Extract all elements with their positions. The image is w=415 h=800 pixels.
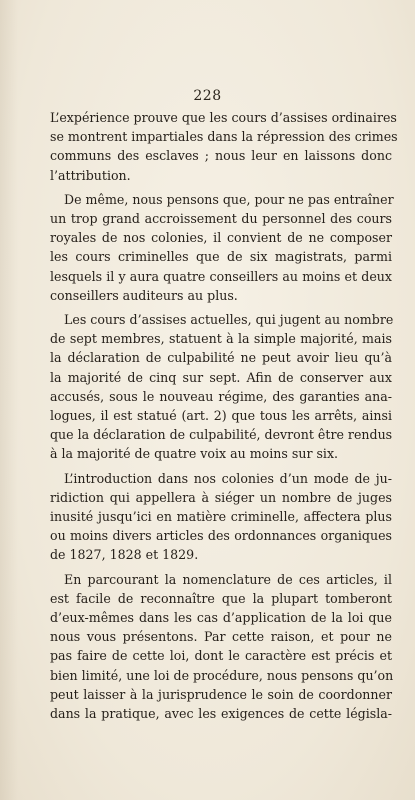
text-line: ridiction qui appellera à siéger un nombre de juges [50, 489, 392, 505]
text-line: ou moins divers articles des ordonnances organiques [50, 528, 392, 544]
text-line: L’expérience prouve que les cours d’assises ordinaires [50, 110, 397, 125]
text-line: accusés, sous le nouveau régime, des garanties ana- [50, 388, 392, 404]
text-line: se montrent impartiales dans la répression des crimes [50, 129, 398, 145]
text-line: un trop grand accroissement du personnel des cours [50, 211, 392, 227]
text-line: bien limité, une loi de procédure, nous pensons qu’on [50, 667, 394, 683]
text-line: inusité jusqu’ici en matière criminelle, affectera plus [50, 509, 392, 525]
text-line: Les cours d’assises actuelles, qui jugent au nombre [64, 312, 394, 328]
text-line: l’attribution. [50, 167, 131, 183]
text-line: de sept membres, statuent à la simple majorité, mais [50, 331, 392, 347]
text-line: que la déclaration de culpabilité, devront être rendus [50, 427, 393, 443]
text-line: royales de nos colonies, il convient de ne composer [50, 230, 392, 246]
text-line: peut laisser à la jurisprudence le soin de coordonner [50, 686, 392, 702]
text-line: à la majorité de quatre voix au moins sur six. [50, 446, 339, 462]
text-line: pas faire de cette loi, dont le caractère est précis et [50, 648, 392, 664]
text-line: En parcourant la nomenclature de ces articles, il [64, 571, 392, 587]
text-line: De même, nous pensons que, pour ne pas entraîner [64, 191, 394, 207]
text-line: conseillers auditeurs au plus. [50, 287, 238, 303]
text-line: la déclaration de culpabilité ne peut avoir lieu qu’à [50, 350, 392, 366]
text-line: L’introduction dans nos colonies d’un mode de ju- [64, 470, 392, 486]
text-line: lesquels il y aura quatre conseillers au moins et deux [50, 268, 392, 284]
text-line: d’eux-mêmes dans les cas d’application de la loi que [50, 610, 392, 626]
text-line: la majorité de cinq sur sept. Afin de conserver aux [50, 369, 392, 385]
page-number: 228 [193, 88, 222, 104]
text-line: logues, il est statué (art. 2) que tous les arrêts, ainsi [50, 408, 392, 424]
text-line: de 1827, 1828 et 1829. [50, 547, 199, 563]
text-line: communs des esclaves ; nous leur en laissons donc [50, 148, 392, 164]
text-line: les cours criminelles que de six magistrats, parmi [50, 249, 392, 265]
text-line: nous vous présentons. Par cette raison, et pour ne [50, 629, 392, 645]
body-text [50, 108, 398, 723]
text-line: dans la pratique, avec les exigences de cette législa- [50, 706, 392, 722]
text-line: est facile de reconnaître que la plupart tomberont [50, 590, 392, 606]
